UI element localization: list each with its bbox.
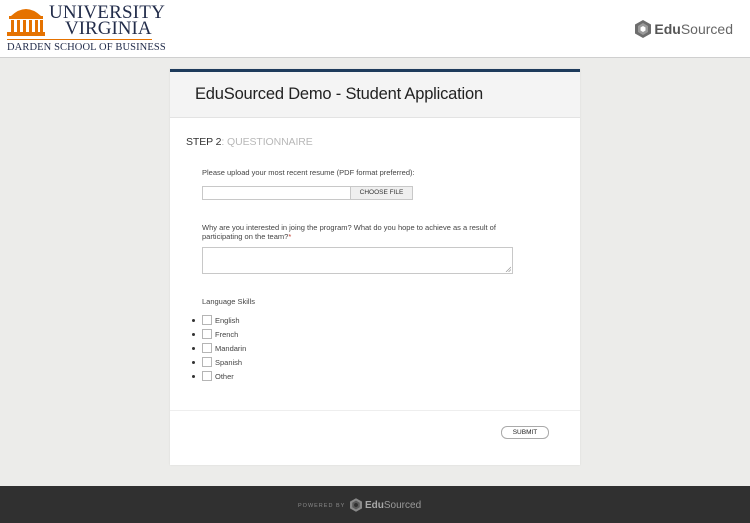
submit-button[interactable]: SUBMIT	[501, 426, 549, 439]
step-number: STEP 2	[186, 136, 222, 148]
interest-question-label: Why are you interested in joing the program? What do you hope to achieve as a result of participating on the team?*	[202, 223, 496, 241]
list-item	[190, 356, 310, 370]
resize-grip-icon[interactable]	[505, 266, 511, 272]
language-skills-label: Language Skills	[202, 297, 255, 306]
choose-file-button[interactable]: CHOOSE FILE	[350, 186, 413, 200]
page-title: EduSourced Demo - Student Application	[195, 85, 483, 103]
site-header	[0, 0, 750, 58]
checkbox-mandarin[interactable]	[202, 343, 212, 353]
bullet	[192, 375, 195, 378]
list-item	[190, 342, 310, 356]
edusourced-mark-icon	[350, 498, 362, 512]
bullet	[192, 333, 195, 336]
resume-file-field[interactable]	[202, 186, 352, 200]
checkbox-label: Spanish	[215, 358, 243, 367]
uva-darden-logo[interactable]	[7, 2, 166, 54]
divider	[170, 410, 580, 411]
checkbox-label: French	[215, 330, 239, 339]
bullet	[192, 347, 195, 350]
step-heading	[186, 136, 313, 148]
resume-upload-label: Please upload your most recent resume (PDF format preferred):	[202, 168, 415, 177]
interest-answer-textarea[interactable]	[202, 247, 513, 274]
list-item	[190, 370, 310, 384]
uva-logo-line3: DARDEN SCHOOL OF BUSINESS	[7, 42, 166, 53]
edusourced-wordmark: EduSourced	[365, 499, 422, 511]
edusourced-logo-footer[interactable]	[350, 497, 421, 513]
application-card	[170, 69, 580, 465]
checkbox-other[interactable]	[202, 371, 212, 381]
site-footer	[0, 486, 750, 523]
card-header	[170, 72, 580, 118]
checkbox-label: Mandarin	[215, 344, 247, 353]
checkbox-label: Other	[215, 372, 234, 381]
checkbox-spanish[interactable]	[202, 357, 212, 367]
list-item	[190, 328, 310, 342]
checkbox-french[interactable]	[202, 329, 212, 339]
uva-logo-rule	[7, 39, 152, 40]
bullet	[192, 319, 195, 322]
rotunda-icon	[7, 4, 45, 36]
step-name: : QUESTIONNAIRE	[221, 136, 313, 148]
checkbox-label: English	[215, 316, 240, 325]
required-mark: *	[288, 232, 292, 241]
checkbox-english[interactable]	[202, 315, 212, 325]
language-checkbox-list	[190, 314, 310, 384]
bullet	[192, 361, 195, 364]
uva-logo-line2: VIRGINIA	[65, 18, 152, 39]
uva-logo-line1: UNIVERSITY	[49, 2, 165, 23]
edusourced-wordmark: EduSourced	[654, 21, 733, 37]
list-item	[190, 314, 310, 328]
edusourced-mark-icon	[635, 20, 651, 38]
edusourced-logo-header[interactable]	[635, 18, 733, 40]
powered-by-text: POWERED BY	[298, 503, 346, 509]
